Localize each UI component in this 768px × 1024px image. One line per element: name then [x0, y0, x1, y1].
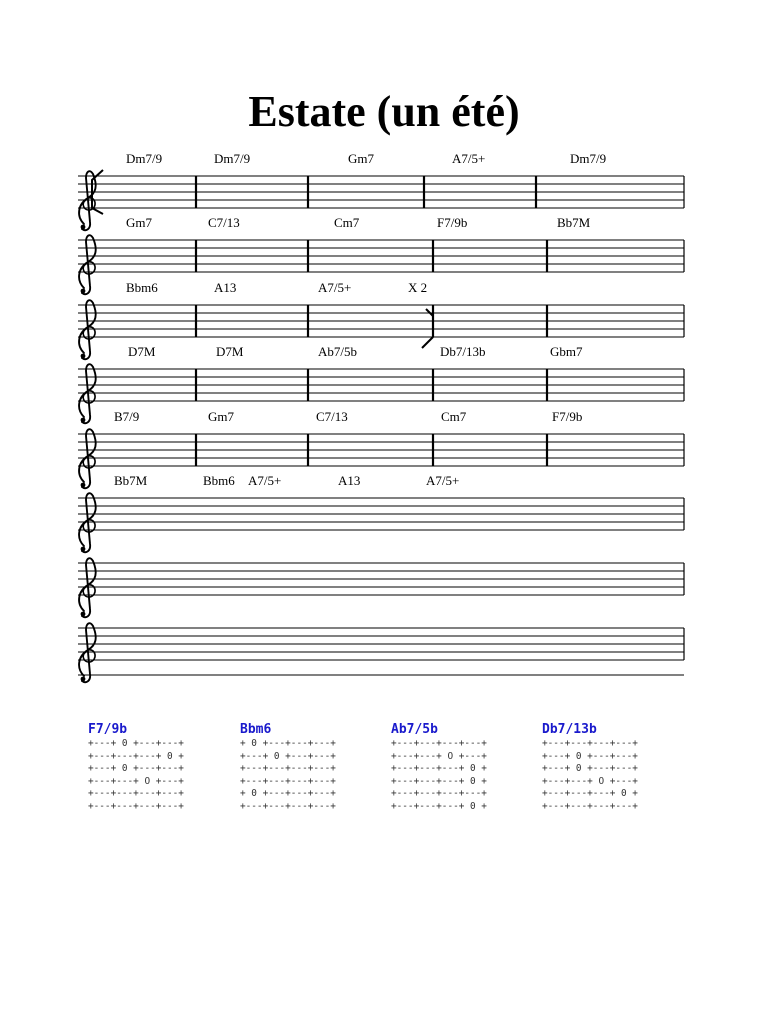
chord-symbol: A7/5+: [452, 151, 486, 166]
staff-system: [78, 623, 684, 682]
page-title: Estate (un été): [248, 87, 520, 136]
staff-system: [78, 473, 684, 552]
chord-diagram-string: +---+ 0 +---+---+: [88, 738, 184, 749]
staff-system: [78, 344, 684, 423]
chord-diagram-string: +---+ 0 +---+---+: [88, 763, 184, 775]
staff-system: [78, 409, 684, 488]
staff-system: [78, 558, 684, 617]
chord-symbol: Dm7/9: [126, 151, 163, 166]
staff-system: [78, 215, 684, 294]
chord-symbol: A13: [214, 280, 237, 295]
chord-diagram-string: +---+---+---+ 0 +: [391, 801, 487, 812]
chord-diagram-name: Db7/13b: [542, 722, 597, 737]
chord-diagram-name: F7/9b: [88, 722, 128, 737]
chord-symbol: F7/9b: [552, 409, 583, 424]
chord-diagram-string: +---+---+---+---+: [240, 763, 336, 775]
chord-symbol: Db7/13b: [440, 344, 486, 359]
chord-diagram-string: +---+---+---+---+: [391, 788, 487, 800]
chord-symbol: Bbm6: [203, 473, 235, 488]
chord-symbol: Ab7/5b: [318, 344, 357, 359]
chord-diagram-string: +---+ 0 +---+---+: [542, 750, 638, 762]
chord-symbol: Gbm7: [550, 344, 583, 359]
chord-diagram-string: +---+---+---+ 0 +: [391, 763, 487, 775]
treble-clef-icon: [79, 623, 96, 682]
chord-symbol: Bb7M: [114, 473, 148, 488]
chord-symbol: D7M: [216, 344, 244, 359]
treble-clef-icon: [79, 235, 96, 294]
chord-symbol: Gm7: [208, 409, 234, 424]
chord-diagram-string: +---+---+ O +---+: [542, 775, 638, 787]
staff-system: [78, 280, 684, 359]
chord-diagram-string: +---+---+ O +---+: [88, 775, 184, 787]
chord-symbol: D7M: [128, 344, 156, 359]
chord-diagram-string: + 0 +---+---+---+: [240, 788, 336, 800]
chord-symbol: A7/5+: [248, 473, 282, 488]
chord-diagram-name: Bbm6: [240, 722, 272, 737]
staff-system: [78, 151, 684, 230]
chord-symbol: Bbm6: [126, 280, 158, 295]
chord-symbol: C7/13: [316, 409, 348, 424]
chord-symbol: Bb7M: [557, 215, 591, 230]
chord-diagram-string: +---+---+---+---+: [240, 801, 336, 812]
repeat-mark: [422, 337, 433, 348]
chord-symbol: Dm7/9: [570, 151, 607, 166]
chord-diagram-string: + 0 +---+---+---+: [240, 738, 336, 749]
chord-diagram-name: Ab7/5b: [391, 722, 438, 737]
chord-symbol: Gm7: [348, 151, 374, 166]
chord-symbol: F7/9b: [437, 215, 468, 230]
chord-diagram-string: +---+ 0 +---+---+: [240, 750, 336, 762]
treble-clef-icon: [79, 493, 96, 552]
repeat-label: X 2: [408, 280, 428, 295]
chord-diagram-string: +---+---+---+---+: [88, 788, 184, 800]
treble-clef-icon: [79, 300, 96, 359]
treble-clef-icon: [79, 429, 96, 488]
chord-symbol: B7/9: [114, 409, 140, 424]
treble-clef-icon: [79, 364, 96, 423]
chord-diagram-string: +---+---+ O +---+: [391, 750, 487, 762]
chord-diagram-string: +---+---+---+---+: [240, 775, 336, 787]
chord-diagram-string: +---+ 0 +---+---+: [542, 763, 638, 775]
chord-diagram-string: +---+---+---+---+: [88, 801, 184, 812]
chord-diagram-string: +---+---+---+ 0 +: [391, 775, 487, 787]
chord-symbol: Cm7: [441, 409, 467, 424]
chord-diagram-string: +---+---+---+---+: [391, 738, 487, 749]
chord-diagram-string: +---+---+---+---+: [542, 738, 638, 749]
chord-diagram-string: +---+---+---+ 0 +: [542, 788, 638, 800]
chord-symbol: A7/5+: [318, 280, 352, 295]
chord-symbol: C7/13: [208, 215, 240, 230]
chord-diagram-string: +---+---+---+---+: [542, 801, 638, 812]
chord-symbol: Gm7: [126, 215, 152, 230]
chord-diagram-string: +---+---+---+ 0 +: [88, 750, 184, 762]
chord-symbol: Cm7: [334, 215, 360, 230]
treble-clef-icon: [79, 558, 96, 617]
chord-symbol: A7/5+: [426, 473, 460, 488]
chord-symbol: Dm7/9: [214, 151, 251, 166]
chord-symbol: A13: [338, 473, 361, 488]
